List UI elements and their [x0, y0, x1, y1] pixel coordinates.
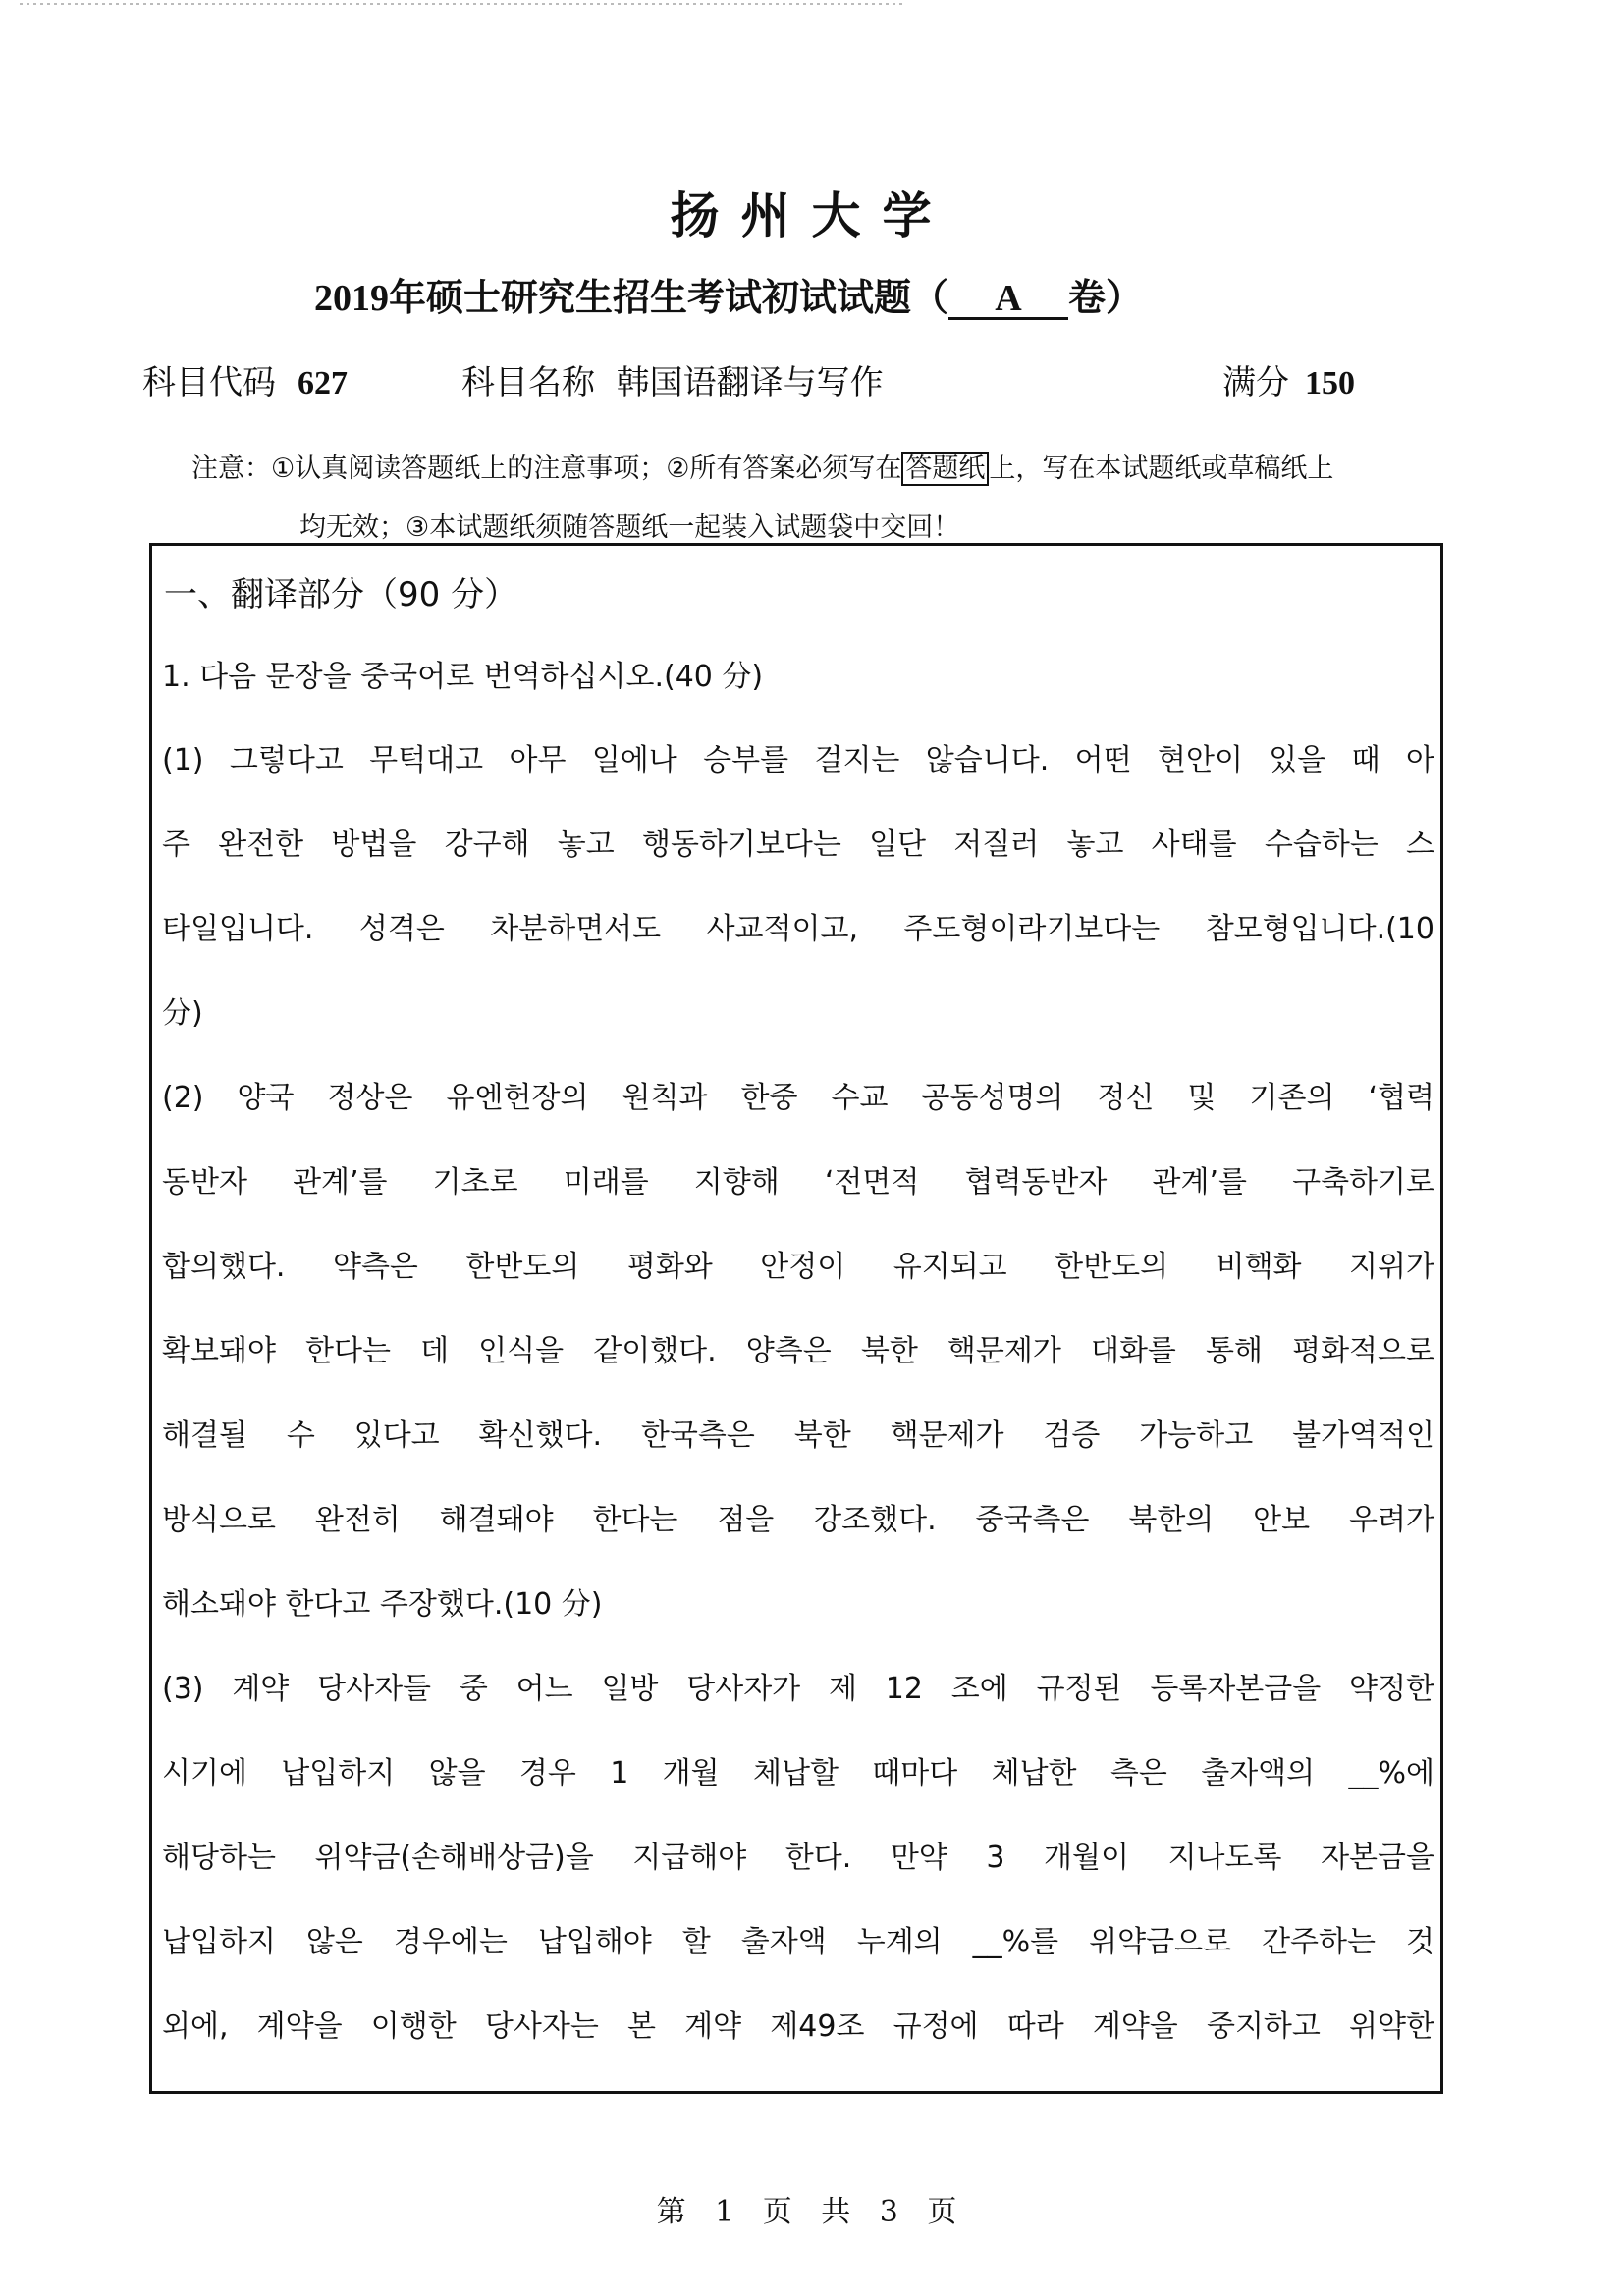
paper-version: A	[948, 280, 1068, 320]
notice-line-2: 均无效；③本试题纸须随答题纸一起装入试题袋中交回！	[299, 512, 960, 543]
answer-sheet-boxed-term: 答题纸	[901, 452, 989, 486]
question-box	[149, 543, 1443, 2094]
subject-code-label: 科目代码	[142, 363, 276, 402]
text-line: 외에, 계약을 이행한 당사자는 본 계약 제49조 규정에 따라 계약을 중지하고 위약한	[162, 2009, 1434, 2044]
notice-text-1b: 上，写在本试题纸或草稿纸上	[989, 454, 1334, 484]
text-line: (1) 그렇다고 무턱대고 아무 일에나 승부를 걸지는 않습니다. 어떤 현안이 있을 때 아	[162, 743, 1434, 777]
exam-title-text: 年硕士研究生招生考试初试试题（	[389, 276, 949, 319]
text-line: 방식으로 완전히 해결돼야 한다는 점을 강조했다. 중국측은 북한의 안보 우려가	[162, 1503, 1434, 1537]
text-line: 합의했다. 약측은 한반도의 평화와 안정이 유지되고 한반도의 비핵화 지위가	[162, 1250, 1434, 1284]
notice-line-1	[191, 447, 1333, 485]
subject-name-value: 韩国语翻译与写作	[616, 363, 884, 402]
subject-code	[142, 355, 348, 403]
text-line: 확보돼야 한다는 데 인식을 같이했다. 양측은 북한 핵문제가 대화를 통해 평화적으로	[162, 1334, 1434, 1368]
text-line: 해결될 수 있다고 확신했다. 한국측은 북한 핵문제가 검증 가능하고 불가역적인	[162, 1418, 1434, 1453]
exam-year: 2019	[314, 278, 389, 319]
notice-label: 注意：	[191, 454, 271, 484]
text-line: (3) 계약 당사자들 중 어느 일방 당사자가 제 12 조에 규정된 등록자본금을 약정한	[162, 1672, 1434, 1706]
subject-info	[0, 355, 1623, 404]
exam-title	[314, 267, 1143, 321]
subject-name-label: 科目名称	[461, 363, 595, 402]
full-score	[1222, 355, 1355, 403]
text-line: 시기에 납입하지 않을 경우 1 개월 체납할 때마다 체납한 측은 출자액의 __%에	[162, 1756, 1434, 1790]
subject-code-value: 627	[298, 365, 348, 401]
subject-name	[461, 355, 884, 403]
question-1: 1. 다음 문장을 중국어로 번역하십시오.(40 分)	[162, 660, 764, 694]
section-heading: 一、翻译部分（90 分）	[164, 575, 518, 614]
text-line: 해당하는 위약금(손해배상금)을 지급해야 한다. 만약 3 개월이 지나도록 자본금을	[162, 1841, 1434, 1875]
text-line: 주 완전한 방법을 강구해 놓고 행동하기보다는 일단 저질러 놓고 사태를 수습하는 스	[162, 828, 1434, 862]
text-line: 해소돼야 한다고 주장했다.(10 分)	[162, 1587, 603, 1622]
full-score-value: 150	[1305, 365, 1355, 401]
page-indicator: 第 1 页 共 3 页	[656, 2195, 967, 2229]
scan-artifact-strip	[20, 3, 903, 5]
text-line: (2) 양국 정상은 유엔헌장의 원칙과 한중 수교 공동성명의 정신 및 기존의 ‘협력	[162, 1081, 1434, 1115]
text-line: 납입하지 않은 경우에는 납입해야 할 출자액 누계의 __%를 위약금으로 간주하는 것	[162, 1925, 1434, 1959]
text-line: 分)	[162, 996, 203, 1031]
text-line: 타일입니다. 성격은 차분하면서도 사교적이고, 주도형이라기보다는 참모형입니다.(10	[162, 912, 1434, 946]
text-line: 동반자 관계’를 기초로 미래를 지향해 ‘전면적 협력동반자 관계’를 구축하기로	[162, 1165, 1434, 1200]
notice-text-1a: ①认真阅读答题纸上的注意事项；②所有答案必须写在	[271, 454, 902, 484]
scan-artifact	[0, 0, 1623, 10]
university-name: 扬州大学	[670, 187, 953, 244]
exam-title-suffix: 卷）	[1068, 276, 1144, 319]
full-score-label: 满分	[1222, 363, 1289, 402]
